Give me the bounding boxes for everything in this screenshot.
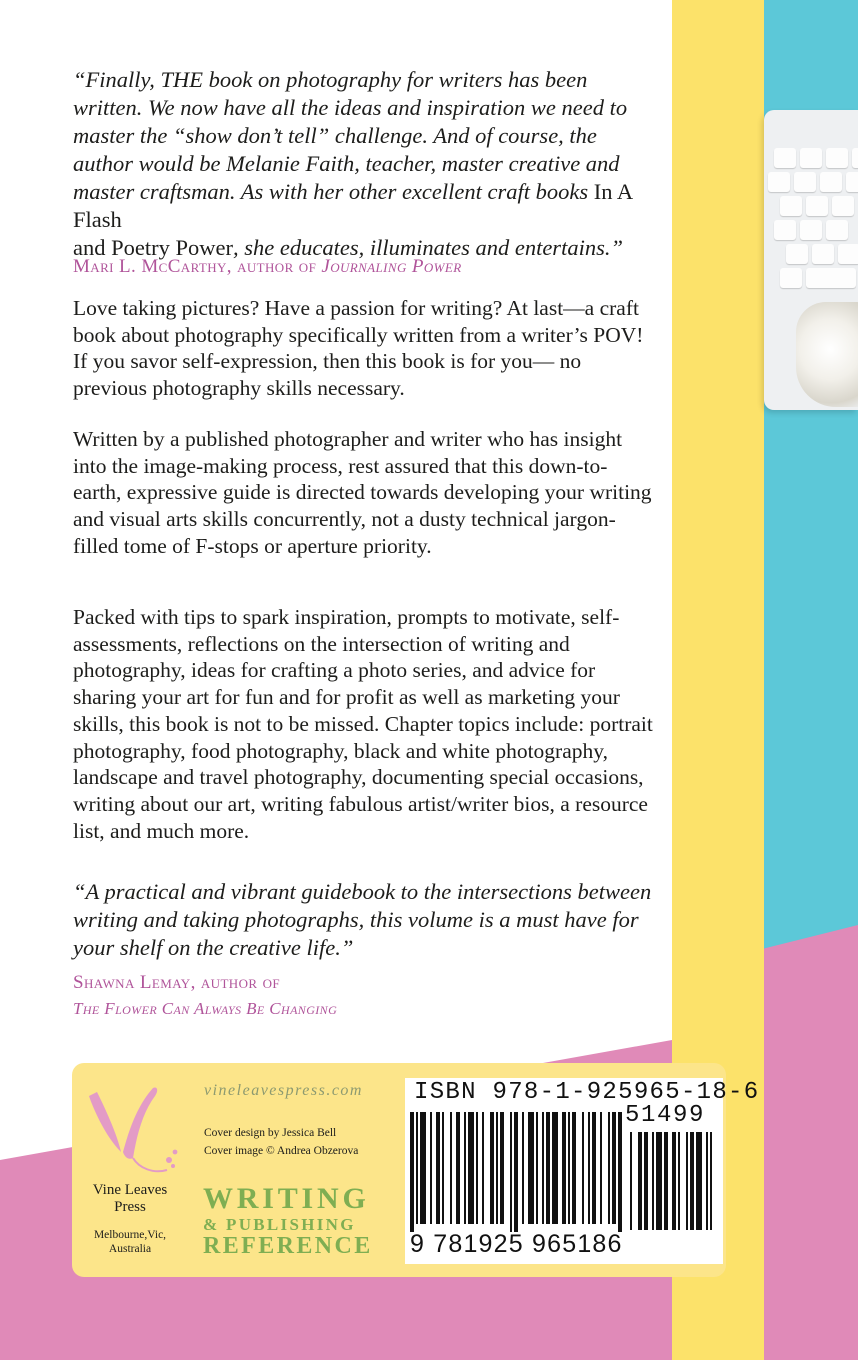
attribution-work-2: The Flower Can Always Be Changing bbox=[73, 999, 338, 1018]
price-code: 51499 bbox=[625, 1102, 706, 1129]
barcode-icon bbox=[408, 1110, 720, 1232]
praise-quote-1 bbox=[73, 66, 653, 262]
cover-design-credit: Cover design by Jessica Bell bbox=[204, 1127, 337, 1139]
quote-1-text-end: , she educates, illuminates and entertains.” bbox=[233, 235, 623, 260]
category-line-1: WRITING bbox=[203, 1182, 370, 1215]
quote-1-joiner: and bbox=[73, 235, 112, 260]
category-line-3: REFERENCE bbox=[203, 1233, 373, 1259]
isbn-label: ISBN 978-1-925965-18-6 bbox=[414, 1079, 760, 1106]
praise-quote-2: “A practical and vibrant guidebook to the intersections between writing and taking photographs, this volume is a must have for your shelf on the creative life.” bbox=[73, 879, 652, 960]
description-paragraph-2: Written by a published photographer and writer who has insight into the image-making process, rest assured that this down-to-earth, expressive guide is directed towards developing your writing and visual arts skills concurrently, not a dusty technical jargon-filled tome of F-stops or aperture priority. bbox=[73, 427, 652, 558]
attribution-work: Journaling Power bbox=[321, 256, 462, 277]
attribution-name: Mari L. McCarthy, author of bbox=[73, 256, 322, 277]
quote-1-book-title-1: In A Flash bbox=[73, 179, 632, 232]
quote-2-attribution bbox=[73, 970, 337, 1022]
publisher-city: Melbourne,Vic, Australia bbox=[93, 1229, 167, 1255]
publisher-name: Vine Leaves Press bbox=[92, 1182, 168, 1215]
description-paragraph-3: Packed with tips to spark inspiration, prompts to motivate, self-assessments, reflections on the intersection of writing and photography, ideas for crafting a photo series, and advice for sharing your art for fun and for profit as well as marketing your skills, this book is not to be missed. Chapter topics include: portrait photography, food photography, black and white photography, landscape and travel photography, documenting special occasions, writing about our art, writing fabulous artist/writer bios, a resource list, and much more. bbox=[73, 605, 653, 843]
vine-leaves-logo-icon bbox=[83, 1078, 183, 1178]
cover-credits bbox=[204, 1124, 358, 1160]
publisher-website: vineleavespress.com bbox=[204, 1082, 363, 1099]
category-line-2: & PUBLISHING bbox=[203, 1215, 356, 1234]
quote-1-text: “Finally, THE book on photography for writers has been written. We now have all the ideas and inspiration we need to master the “show don’t tell” challenge. And of course, the author would be Melanie Faith, teacher, master creative and master craftsman. As with her other excellent craft books bbox=[73, 67, 628, 204]
barcode-number: 9 781925 965186 bbox=[410, 1230, 623, 1258]
quote-1-attribution bbox=[73, 254, 462, 280]
book-category bbox=[203, 1184, 385, 1258]
cover-image-credit: Cover image © Andrea Obzerova bbox=[204, 1145, 359, 1157]
flower-photo bbox=[796, 302, 858, 407]
description-paragraph-1: Love taking pictures? Have a passion for writing? At last—a craft book about photography specifically written from a writer’s POV! If you savor self-expression, then this book is for you— no previous photography skills necessary. bbox=[73, 296, 644, 401]
quote-1-book-title-2: Poetry Power bbox=[111, 235, 233, 260]
attribution-name-2: Shawna Lemay, author of bbox=[73, 972, 281, 993]
